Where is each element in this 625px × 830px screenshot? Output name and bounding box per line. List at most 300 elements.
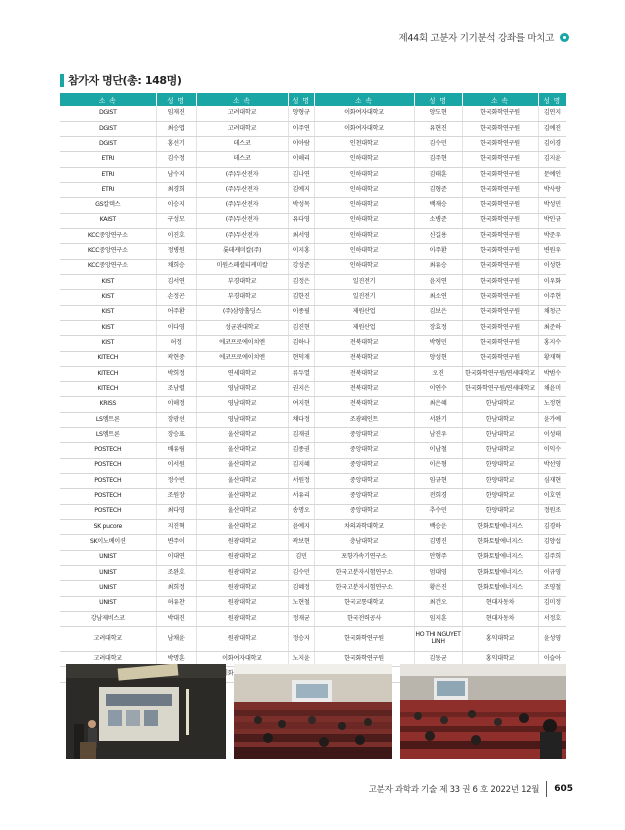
name-cell: 이우화 bbox=[538, 274, 566, 289]
name-cell: HO THI NGUYET LINH bbox=[414, 627, 462, 652]
affiliation-cell: 성균관대학교 bbox=[196, 320, 288, 335]
affiliation-cell: 한국화학연구원 bbox=[462, 198, 538, 213]
affiliation-cell: POSTECH bbox=[60, 489, 156, 504]
affiliation-cell: 충남대학교 bbox=[314, 535, 414, 550]
name-cell: 전희경 bbox=[414, 489, 462, 504]
name-cell: 안형주 bbox=[414, 550, 462, 565]
event-photos bbox=[66, 664, 566, 759]
affiliation-cell: 한남대학교 bbox=[462, 412, 538, 427]
affiliation-cell: 포항가속기연구소 bbox=[314, 550, 414, 565]
name-cell: 김명진 bbox=[414, 535, 462, 550]
affiliation-cell: 조광페인트 bbox=[314, 412, 414, 427]
affiliation-cell: 한국화학연구원/연세대학교 bbox=[462, 366, 538, 381]
affiliation-cell: KIST bbox=[60, 320, 156, 335]
name-cell: 이성태 bbox=[538, 428, 566, 443]
column-header: 성 명 bbox=[156, 93, 196, 106]
affiliation-cell: 고려대학교 bbox=[196, 106, 288, 121]
affiliation-cell: 한남대학교 bbox=[462, 397, 538, 412]
name-cell: 최경희 bbox=[156, 183, 196, 198]
name-cell: 최승엽 bbox=[156, 121, 196, 136]
name-cell: 최건오 bbox=[414, 596, 462, 611]
name-cell: 신길용 bbox=[414, 229, 462, 244]
name-cell: 박성민 bbox=[538, 198, 566, 213]
name-cell: 강성준 bbox=[288, 259, 314, 274]
table-row bbox=[60, 152, 566, 167]
table-row bbox=[60, 504, 566, 519]
table-row bbox=[60, 489, 566, 504]
column-header: 성 명 bbox=[538, 93, 566, 106]
name-cell: 조원장 bbox=[156, 489, 196, 504]
affiliation-cell: 강남제비스코 bbox=[60, 611, 156, 626]
name-cell: 이다영 bbox=[156, 320, 196, 335]
affiliation-cell: 한국교통대학교 bbox=[314, 596, 414, 611]
affiliation-cell: 데스코 bbox=[196, 152, 288, 167]
bullet-circle-icon bbox=[560, 33, 569, 42]
name-cell: 소병준 bbox=[414, 213, 462, 228]
name-cell: 양성현 bbox=[414, 351, 462, 366]
table-row bbox=[60, 596, 566, 611]
affiliation-cell: 인하대학교 bbox=[314, 229, 414, 244]
affiliation-cell: 한국화학연구원 bbox=[462, 351, 538, 366]
affiliation-cell: 한화토탈에너지스 bbox=[462, 535, 538, 550]
name-cell: 이주현 bbox=[538, 290, 566, 305]
name-cell: 최다영 bbox=[156, 504, 196, 519]
name-cell: 곽보현 bbox=[288, 535, 314, 550]
name-cell: 배유림 bbox=[156, 443, 196, 458]
name-cell: 박인규 bbox=[538, 213, 566, 228]
affiliation-cell: 울산대학교 bbox=[196, 443, 288, 458]
name-cell: 최희정 bbox=[156, 581, 196, 596]
table-row bbox=[60, 106, 566, 121]
name-cell: 서정호 bbox=[538, 611, 566, 626]
name-cell: 김한진 bbox=[288, 290, 314, 305]
affiliation-cell: DGIST bbox=[60, 121, 156, 136]
affiliation-cell: 전북대학교 bbox=[314, 366, 414, 381]
affiliation-cell: 전북대학교 bbox=[314, 351, 414, 366]
affiliation-cell: 울산대학교 bbox=[196, 519, 288, 534]
table-row bbox=[60, 137, 566, 152]
affiliation-cell: 울산대학교 bbox=[196, 474, 288, 489]
affiliation-cell: 한양대학교 bbox=[462, 458, 538, 473]
table-row bbox=[60, 397, 566, 412]
name-cell: 조영철 bbox=[538, 581, 566, 596]
affiliation-cell: 제원산업 bbox=[314, 320, 414, 335]
journal-info: 고분자 과학과 기술 제 33 권 6 호 2022년 12월 bbox=[368, 785, 540, 795]
affiliation-cell: 한남대학교 bbox=[462, 443, 538, 458]
name-cell: 윤예지 bbox=[288, 519, 314, 534]
table-row bbox=[60, 443, 566, 458]
affiliation-cell: 이화여자대학교 bbox=[196, 652, 288, 667]
name-cell: 김진현 bbox=[288, 320, 314, 335]
table-body bbox=[60, 106, 566, 682]
column-header: 소 속 bbox=[196, 93, 288, 106]
table-row bbox=[60, 581, 566, 596]
name-cell: 엄대영 bbox=[414, 565, 462, 580]
affiliation-cell: 원광대학교 bbox=[196, 627, 288, 652]
name-cell: 최준하 bbox=[538, 320, 566, 335]
name-cell: 정원조 bbox=[538, 504, 566, 519]
table-row bbox=[60, 305, 566, 320]
table-row bbox=[60, 229, 566, 244]
name-cell: 홍지수 bbox=[538, 336, 566, 351]
name-cell: 김정은 bbox=[288, 274, 314, 289]
affiliation-cell: 부경대학교 bbox=[196, 290, 288, 305]
table-row bbox=[60, 336, 566, 351]
affiliation-cell: KCC중앙연구소 bbox=[60, 244, 156, 259]
name-cell: 서원정 bbox=[288, 474, 314, 489]
affiliation-cell: 한화토탈에너지스 bbox=[462, 550, 538, 565]
name-cell: 장승표 bbox=[156, 428, 196, 443]
name-cell: 이주연 bbox=[288, 121, 314, 136]
name-cell: 장광선 bbox=[156, 412, 196, 427]
affiliation-cell: KRISS bbox=[60, 397, 156, 412]
affiliation-cell: KITECH bbox=[60, 351, 156, 366]
name-cell: 지진혁 bbox=[156, 519, 196, 534]
name-cell: 이호연 bbox=[538, 489, 566, 504]
name-cell: 김주현 bbox=[414, 152, 462, 167]
name-cell: 서완기 bbox=[414, 412, 462, 427]
affiliation-cell: 중앙대학교 bbox=[314, 458, 414, 473]
running-header-text: 제44회 고분자 기기분석 강좌를 마치고 bbox=[398, 33, 554, 44]
name-cell: 변원우 bbox=[538, 244, 566, 259]
name-cell: 임규현 bbox=[414, 474, 462, 489]
affiliation-cell: 중앙대학교 bbox=[314, 443, 414, 458]
affiliation-cell: 인하대학교 bbox=[314, 244, 414, 259]
table-row bbox=[60, 366, 566, 381]
affiliation-cell: 에코프로에이치엔 bbox=[196, 336, 288, 351]
name-cell: 임재진 bbox=[156, 106, 196, 121]
name-cell: 윤지연 bbox=[414, 274, 462, 289]
name-cell: 김예지 bbox=[288, 183, 314, 198]
affiliation-cell: 한국화학연구원 bbox=[462, 244, 538, 259]
column-header: 소 속 bbox=[60, 93, 156, 106]
name-cell: 김종권 bbox=[288, 443, 314, 458]
affiliation-cell: 한국화학연구원 bbox=[314, 652, 414, 667]
affiliation-cell: ETRI bbox=[60, 183, 156, 198]
name-cell: 김지윤 bbox=[538, 152, 566, 167]
name-cell: 최유승 bbox=[414, 259, 462, 274]
affiliation-cell: 인하대학교 bbox=[314, 213, 414, 228]
affiliation-cell: 홍익대학교 bbox=[462, 627, 538, 652]
affiliation-cell: 한국고분자시험연구소 bbox=[314, 565, 414, 580]
affiliation-cell: 제원산업 bbox=[314, 305, 414, 320]
table-row bbox=[60, 121, 566, 136]
name-cell: 오진 bbox=[414, 366, 462, 381]
affiliation-cell: DGIST bbox=[60, 106, 156, 121]
affiliation-cell: 연세대학교 bbox=[196, 366, 288, 381]
affiliation-cell: 고려대학교 bbox=[60, 627, 156, 652]
table-row bbox=[60, 550, 566, 565]
affiliation-cell: 한국화학연구원 bbox=[462, 137, 538, 152]
name-cell: 노지윤 bbox=[288, 652, 314, 667]
affiliation-cell: 한국화학연구원 bbox=[462, 259, 538, 274]
affiliation-cell: 전북대학교 bbox=[314, 336, 414, 351]
name-cell: 최소연 bbox=[414, 290, 462, 305]
name-cell: 송명오 bbox=[288, 504, 314, 519]
name-cell: 김주희 bbox=[538, 550, 566, 565]
lecture-photo-3 bbox=[400, 664, 566, 759]
affiliation-cell: 한국화학연구원 bbox=[462, 320, 538, 335]
affiliation-cell: 중앙대학교 bbox=[314, 504, 414, 519]
affiliation-cell: 울산대학교 bbox=[196, 504, 288, 519]
affiliation-cell: (주)두산전자 bbox=[196, 183, 288, 198]
affiliation-cell: 전북대학교 bbox=[314, 397, 414, 412]
name-cell: 조완호 bbox=[156, 565, 196, 580]
affiliation-cell: 전북대학교 bbox=[314, 382, 414, 397]
affiliation-cell: SK pucore bbox=[60, 519, 156, 534]
name-cell: 곽현중 bbox=[156, 351, 196, 366]
affiliation-cell: 영남대학교 bbox=[196, 397, 288, 412]
name-cell: 이아람 bbox=[288, 137, 314, 152]
name-cell: 김혜정 bbox=[288, 581, 314, 596]
name-cell: 노정현 bbox=[538, 397, 566, 412]
footer-divider bbox=[546, 781, 547, 797]
affiliation-cell: (주)두산전자 bbox=[196, 213, 288, 228]
affiliation-cell: (주)두산전자 bbox=[196, 229, 288, 244]
affiliation-cell: KAIST bbox=[60, 213, 156, 228]
name-cell: 김나연 bbox=[288, 167, 314, 182]
name-cell: 황은진 bbox=[414, 581, 462, 596]
column-header: 성 명 bbox=[288, 93, 314, 106]
affiliation-cell: 한양대학교 bbox=[462, 474, 538, 489]
name-cell: 김이경 bbox=[538, 137, 566, 152]
table-row bbox=[60, 474, 566, 489]
affiliation-cell: (주)두산전자 bbox=[196, 198, 288, 213]
name-cell: 이해리 bbox=[288, 152, 314, 167]
name-cell: 이승지 bbox=[156, 198, 196, 213]
affiliation-cell: DGIST bbox=[60, 137, 156, 152]
affiliation-cell: 한양대학교 bbox=[462, 504, 538, 519]
affiliation-cell: 한화토탈에너지스 bbox=[462, 519, 538, 534]
lecture-photo-2 bbox=[234, 664, 392, 759]
name-cell: 김수정 bbox=[156, 152, 196, 167]
affiliation-cell: 영남대학교 bbox=[196, 382, 288, 397]
affiliation-cell: KCC중앙연구소 bbox=[60, 259, 156, 274]
affiliation-cell: 인하대학교 bbox=[314, 167, 414, 182]
affiliation-cell: GS칼텍스 bbox=[60, 198, 156, 213]
affiliation-cell: 일진전기 bbox=[314, 274, 414, 289]
name-cell: 여지현 bbox=[288, 397, 314, 412]
name-cell: 김보은 bbox=[414, 305, 462, 320]
name-cell: 유현진 bbox=[414, 121, 462, 136]
section-title bbox=[60, 72, 181, 88]
affiliation-cell: 부경대학교 bbox=[196, 274, 288, 289]
name-cell: 김수민 bbox=[288, 565, 314, 580]
table-row bbox=[60, 565, 566, 580]
name-cell: 이은형 bbox=[414, 458, 462, 473]
table-row bbox=[60, 320, 566, 335]
affiliation-cell: 원광대학교 bbox=[196, 550, 288, 565]
name-cell: 박성목 bbox=[288, 198, 314, 213]
table-row bbox=[60, 259, 566, 274]
name-cell: 추수민 bbox=[414, 504, 462, 519]
name-cell: 박대진 bbox=[156, 611, 196, 626]
affiliation-cell: 원광대학교 bbox=[196, 565, 288, 580]
name-cell: 구성모 bbox=[156, 213, 196, 228]
affiliation-cell: KITECH bbox=[60, 382, 156, 397]
affiliation-cell: 한국화학연구원 bbox=[462, 305, 538, 320]
name-cell: 백승운 bbox=[414, 519, 462, 534]
affiliation-cell: UNIST bbox=[60, 565, 156, 580]
name-cell: 윤가예 bbox=[538, 412, 566, 427]
affiliation-cell: 이화여자대학교 bbox=[314, 121, 414, 136]
affiliation-cell: 한국화학연구원 bbox=[462, 290, 538, 305]
affiliation-cell: 한국전력공사 bbox=[314, 611, 414, 626]
name-cell: 김서연 bbox=[156, 274, 196, 289]
affiliation-cell: POSTECH bbox=[60, 474, 156, 489]
name-cell: 이주환 bbox=[414, 244, 462, 259]
affiliation-cell: ETRI bbox=[60, 167, 156, 182]
affiliation-cell: 중앙대학교 bbox=[314, 428, 414, 443]
affiliation-cell: 중앙대학교 bbox=[314, 489, 414, 504]
affiliation-cell: 원광대학교 bbox=[196, 581, 288, 596]
name-cell: 임지훈 bbox=[414, 611, 462, 626]
name-cell: 채다정 bbox=[288, 412, 314, 427]
affiliation-cell: 중앙대학교 bbox=[314, 474, 414, 489]
affiliation-cell: 인하대학교 bbox=[314, 152, 414, 167]
affiliation-cell: 인하대학교 bbox=[314, 259, 414, 274]
name-cell: 손정곤 bbox=[156, 290, 196, 305]
name-cell: 이서원 bbox=[156, 458, 196, 473]
name-cell: 김지혜 bbox=[288, 458, 314, 473]
table-row bbox=[60, 382, 566, 397]
name-cell: 박형민 bbox=[414, 336, 462, 351]
name-cell: 현덕재 bbox=[288, 351, 314, 366]
affiliation-cell: 한양대학교 bbox=[462, 489, 538, 504]
affiliation-cell: LS엠트론 bbox=[60, 428, 156, 443]
name-cell: 조남렬 bbox=[156, 382, 196, 397]
affiliation-cell: UNIST bbox=[60, 550, 156, 565]
affiliation-cell: 현대자동차 bbox=[462, 611, 538, 626]
table-row bbox=[60, 351, 566, 366]
affiliation-cell: 미원스페셜티케미칼 bbox=[196, 259, 288, 274]
table-row bbox=[60, 183, 566, 198]
title-bar-icon bbox=[60, 74, 64, 87]
name-cell: 노현철 bbox=[288, 596, 314, 611]
name-cell: 남진우 bbox=[414, 428, 462, 443]
name-cell: 정승지 bbox=[288, 627, 314, 652]
name-cell: 박준우 bbox=[538, 229, 566, 244]
page-footer bbox=[369, 781, 573, 797]
affiliation-cell: KCC중앙연구소 bbox=[60, 229, 156, 244]
name-cell: 심재현 bbox=[538, 474, 566, 489]
affiliation-cell: POSTECH bbox=[60, 458, 156, 473]
affiliation-cell: 한국화학연구원 bbox=[314, 627, 414, 652]
name-cell: 이성한 bbox=[538, 259, 566, 274]
name-cell: 김경하 bbox=[538, 519, 566, 534]
affiliation-cell: 이화여자대학교 bbox=[314, 106, 414, 121]
affiliation-cell: 에코프로에이치엔 bbox=[196, 351, 288, 366]
affiliation-cell: 한국화학연구원 bbox=[462, 121, 538, 136]
affiliation-cell: 인천대학교 bbox=[314, 137, 414, 152]
affiliation-cell: KIST bbox=[60, 290, 156, 305]
table-row bbox=[60, 428, 566, 443]
affiliation-cell: 한국화학연구원 bbox=[462, 183, 538, 198]
name-cell: 최서영 bbox=[288, 229, 314, 244]
affiliation-cell: 고려대학교 bbox=[60, 652, 156, 667]
name-cell: 최은혜 bbox=[414, 397, 462, 412]
table-row bbox=[60, 290, 566, 305]
name-cell: 윤성영 bbox=[538, 627, 566, 652]
affiliation-cell: 홍익대학교 bbox=[462, 652, 538, 667]
name-cell: 양형규 bbox=[288, 106, 314, 121]
lecture-photo-1 bbox=[66, 664, 226, 759]
name-cell: 이슬아 bbox=[538, 652, 566, 667]
affiliation-cell: 고려대학교 bbox=[196, 121, 288, 136]
name-cell: 어주환 bbox=[156, 305, 196, 320]
affiliation-cell: KIST bbox=[60, 305, 156, 320]
table-row bbox=[60, 611, 566, 626]
name-cell: 정병원 bbox=[156, 244, 196, 259]
affiliation-cell: 울산대학교 bbox=[196, 458, 288, 473]
affiliation-cell: 차의과학대학교 bbox=[314, 519, 414, 534]
name-cell: 정재균 bbox=[288, 611, 314, 626]
name-cell: 양도현 bbox=[414, 106, 462, 121]
name-cell: 박희정 bbox=[156, 366, 196, 381]
column-header: 성 명 bbox=[414, 93, 462, 106]
name-cell: 권지은 bbox=[288, 382, 314, 397]
name-cell: 김형준 bbox=[414, 183, 462, 198]
affiliation-cell: (주)두산전자 bbox=[196, 167, 288, 182]
table-row bbox=[60, 412, 566, 427]
affiliation-cell: UNIST bbox=[60, 581, 156, 596]
name-cell: 이해정 bbox=[156, 397, 196, 412]
affiliation-cell: LS엠트론 bbox=[60, 412, 156, 427]
name-cell: 이지홍 bbox=[288, 244, 314, 259]
name-cell: 남수지 bbox=[156, 167, 196, 182]
affiliation-cell: 일진전기 bbox=[314, 290, 414, 305]
affiliation-cell: 울산대학교 bbox=[196, 489, 288, 504]
name-cell: 김동균 bbox=[414, 652, 462, 667]
name-cell: 이익수 bbox=[538, 443, 566, 458]
table-header-row bbox=[60, 93, 566, 106]
name-cell: 유다영 bbox=[288, 213, 314, 228]
affiliation-cell: KITECH bbox=[60, 366, 156, 381]
affiliation-cell: 영남대학교 bbox=[196, 412, 288, 427]
name-cell: 김예진 bbox=[538, 121, 566, 136]
name-cell: 이규영 bbox=[538, 565, 566, 580]
affiliation-cell: 울산대학교 bbox=[196, 428, 288, 443]
name-cell: 김수민 bbox=[414, 137, 462, 152]
affiliation-cell: 한국화학연구원/연세대학교 bbox=[462, 382, 538, 397]
affiliation-cell: 데스코 bbox=[196, 137, 288, 152]
name-cell: 남채윤 bbox=[156, 627, 196, 652]
table-row bbox=[60, 198, 566, 213]
name-cell: 문예인 bbox=[538, 167, 566, 182]
affiliation-cell: 원광대학교 bbox=[196, 596, 288, 611]
name-cell: 박선영 bbox=[538, 458, 566, 473]
name-cell: 장효정 bbox=[414, 320, 462, 335]
name-cell: 홍선기 bbox=[156, 137, 196, 152]
affiliation-cell: 한국화학연구원 bbox=[462, 106, 538, 121]
affiliation-cell: KIST bbox=[60, 336, 156, 351]
affiliation-cell: 인하대학교 bbox=[314, 183, 414, 198]
affiliation-cell: 한국화학연구원 bbox=[462, 274, 538, 289]
name-cell: 채청근 bbox=[538, 305, 566, 320]
name-cell: 허정 bbox=[156, 336, 196, 351]
affiliation-cell: POSTECH bbox=[60, 504, 156, 519]
table-row bbox=[60, 244, 566, 259]
name-cell: 박사랑 bbox=[538, 183, 566, 198]
name-cell: 황재혁 bbox=[538, 351, 566, 366]
affiliation-cell: SK이노베이션 bbox=[60, 535, 156, 550]
participant-table bbox=[60, 93, 566, 683]
name-cell: 김민 bbox=[288, 550, 314, 565]
column-header: 소 속 bbox=[314, 93, 414, 106]
affiliation-cell: 원광대학교 bbox=[196, 611, 288, 626]
affiliation-cell: KIST bbox=[60, 274, 156, 289]
affiliation-cell: 한국화학연구원 bbox=[462, 229, 538, 244]
